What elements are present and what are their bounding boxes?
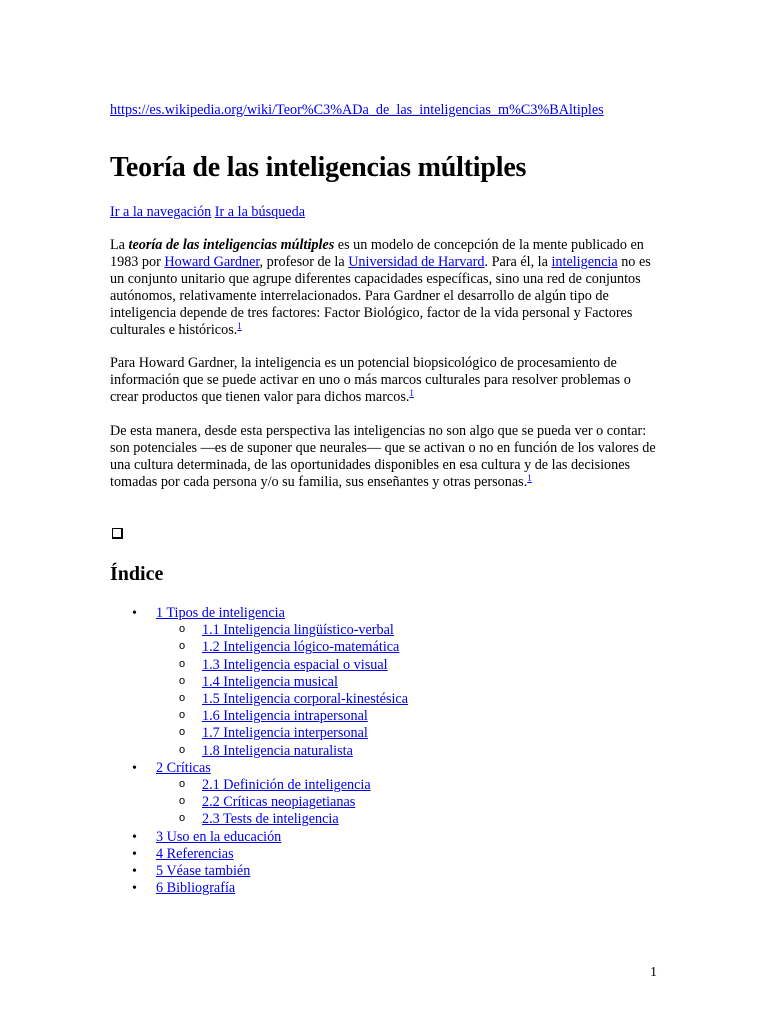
toc-item — [110, 760, 408, 829]
toc-sublink[interactable]: 2.1 Definición de inteligencia — [202, 777, 371, 794]
toc-link[interactable]: 5 Véase también — [156, 863, 251, 880]
toc-sublist — [156, 622, 408, 760]
toc-link[interactable]: 4 Referencias — [156, 845, 234, 862]
reference-link[interactable]: 1 — [409, 388, 414, 399]
jump-to-search-link[interactable]: Ir a la búsqueda — [214, 204, 305, 220]
toc-item — [110, 829, 408, 846]
reference-link[interactable]: 1 — [237, 321, 242, 332]
toc-sublink[interactable]: 2.2 Críticas neopiagetianas — [202, 794, 356, 811]
toc-sublink[interactable]: 1.8 Inteligencia naturalista — [202, 742, 353, 759]
howard-gardner-link[interactable]: Howard Gardner — [164, 254, 260, 271]
toc-subitem — [156, 811, 408, 828]
toc-subitem — [156, 639, 408, 656]
source-url-link[interactable]: https://es.wikipedia.org/wiki/Teor%C3%ADa_de_las_inteligencias_m%C3%BAltiples — [110, 102, 604, 118]
index-heading: Índice — [110, 563, 164, 585]
harvard-university-link[interactable]: Universidad de Harvard — [348, 254, 485, 271]
toc-link[interactable]: 1 Tipos de inteligencia — [156, 605, 285, 621]
jump-to-navigation-link[interactable]: Ir a la navegación — [110, 204, 212, 220]
toc-link[interactable]: 3 Uso en la educación — [156, 828, 282, 845]
toc-sublink[interactable]: 1.7 Inteligencia interpersonal — [202, 725, 368, 742]
toc-subitem — [156, 674, 408, 691]
toc-sublink[interactable]: 2.3 Tests de inteligencia — [202, 811, 339, 828]
toc-sublink[interactable]: 1.6 Inteligencia intrapersonal — [202, 708, 368, 725]
toc-link[interactable]: 2 Críticas — [156, 759, 211, 776]
jump-links — [110, 204, 305, 221]
toc-item — [110, 605, 408, 760]
theory-term: teoría de las inteligencias múltiples — [128, 237, 335, 253]
toc-link[interactable]: 6 Bibliografía — [156, 880, 236, 897]
page-title: Teoría de las inteligencias múltiples — [110, 152, 527, 183]
toc-sublink[interactable]: 1.3 Inteligencia espacial o visual — [202, 656, 388, 673]
toc-subitem — [156, 725, 408, 742]
toc-subitem — [156, 691, 408, 708]
toc-item — [110, 880, 408, 897]
definition-paragraph: Para Howard Gardner, la inteligencia es un potencial biopsicológico de procesamiento de información que se puede activar en uno o más marcos culturales para resolver problemas o crear productos que tienen valor para dichos marcos.$^1$ — [110, 355, 631, 406]
toc-subitem — [156, 743, 408, 760]
reference-link[interactable]: 1 — [527, 473, 532, 484]
toc-subitem — [156, 794, 408, 811]
toc-item — [110, 846, 408, 863]
page-number: 1 — [650, 965, 657, 980]
toc-subitem — [156, 708, 408, 725]
table-of-contents — [110, 605, 408, 897]
toc-sublink[interactable]: 1.2 Inteligencia lógico-matemática — [202, 639, 400, 656]
perspective-paragraph: De esta manera, desde esta perspectiva las inteligencias no son algo que se pueda ver o contar: son potenciales —es de suponer que neurales— que se activan o no en función de los valores de una cultura determinada, de las oportunidades disponibles en esa cultura y de las decisiones tomadas por cada persona y/o su familia, sus enseñantes y otras personas.$^1$ — [110, 423, 656, 491]
toc-list — [110, 605, 408, 897]
inteligencia-link[interactable]: inteligencia — [551, 254, 618, 271]
toc-sublink[interactable]: 1.5 Inteligencia corporal-kinestésica — [202, 691, 409, 708]
toc-subitem — [156, 657, 408, 674]
toc-subitem — [156, 622, 408, 639]
intro-paragraph: La teoría de las inteligencias múltiples es un modelo de concepción de la mente publicado en 1983 por Howard Gardner, profesor de la Universidad de Harvard. Para él, la inteligencia no es un conjunto unitario que agrupe diferentes capacidades específicas, sino una red de conjuntos autónomos, relativamente interrelacionados. Para Gardner el desarrollo de algún tipo de inteligencia depende de tres factores: Factor Biológico, factor de la vida personal y Factores culturales e históricos.$^1$ — [110, 237, 651, 339]
toc-item — [110, 863, 408, 880]
toc-sublink[interactable]: 1.1 Inteligencia lingüístico-verbal — [202, 622, 394, 639]
toc-sublist — [156, 777, 408, 829]
toc-sublink[interactable]: 1.4 Inteligencia musical — [202, 673, 338, 690]
toc-subitem — [156, 777, 408, 794]
toc-toggle-checkbox[interactable] — [112, 528, 123, 539]
